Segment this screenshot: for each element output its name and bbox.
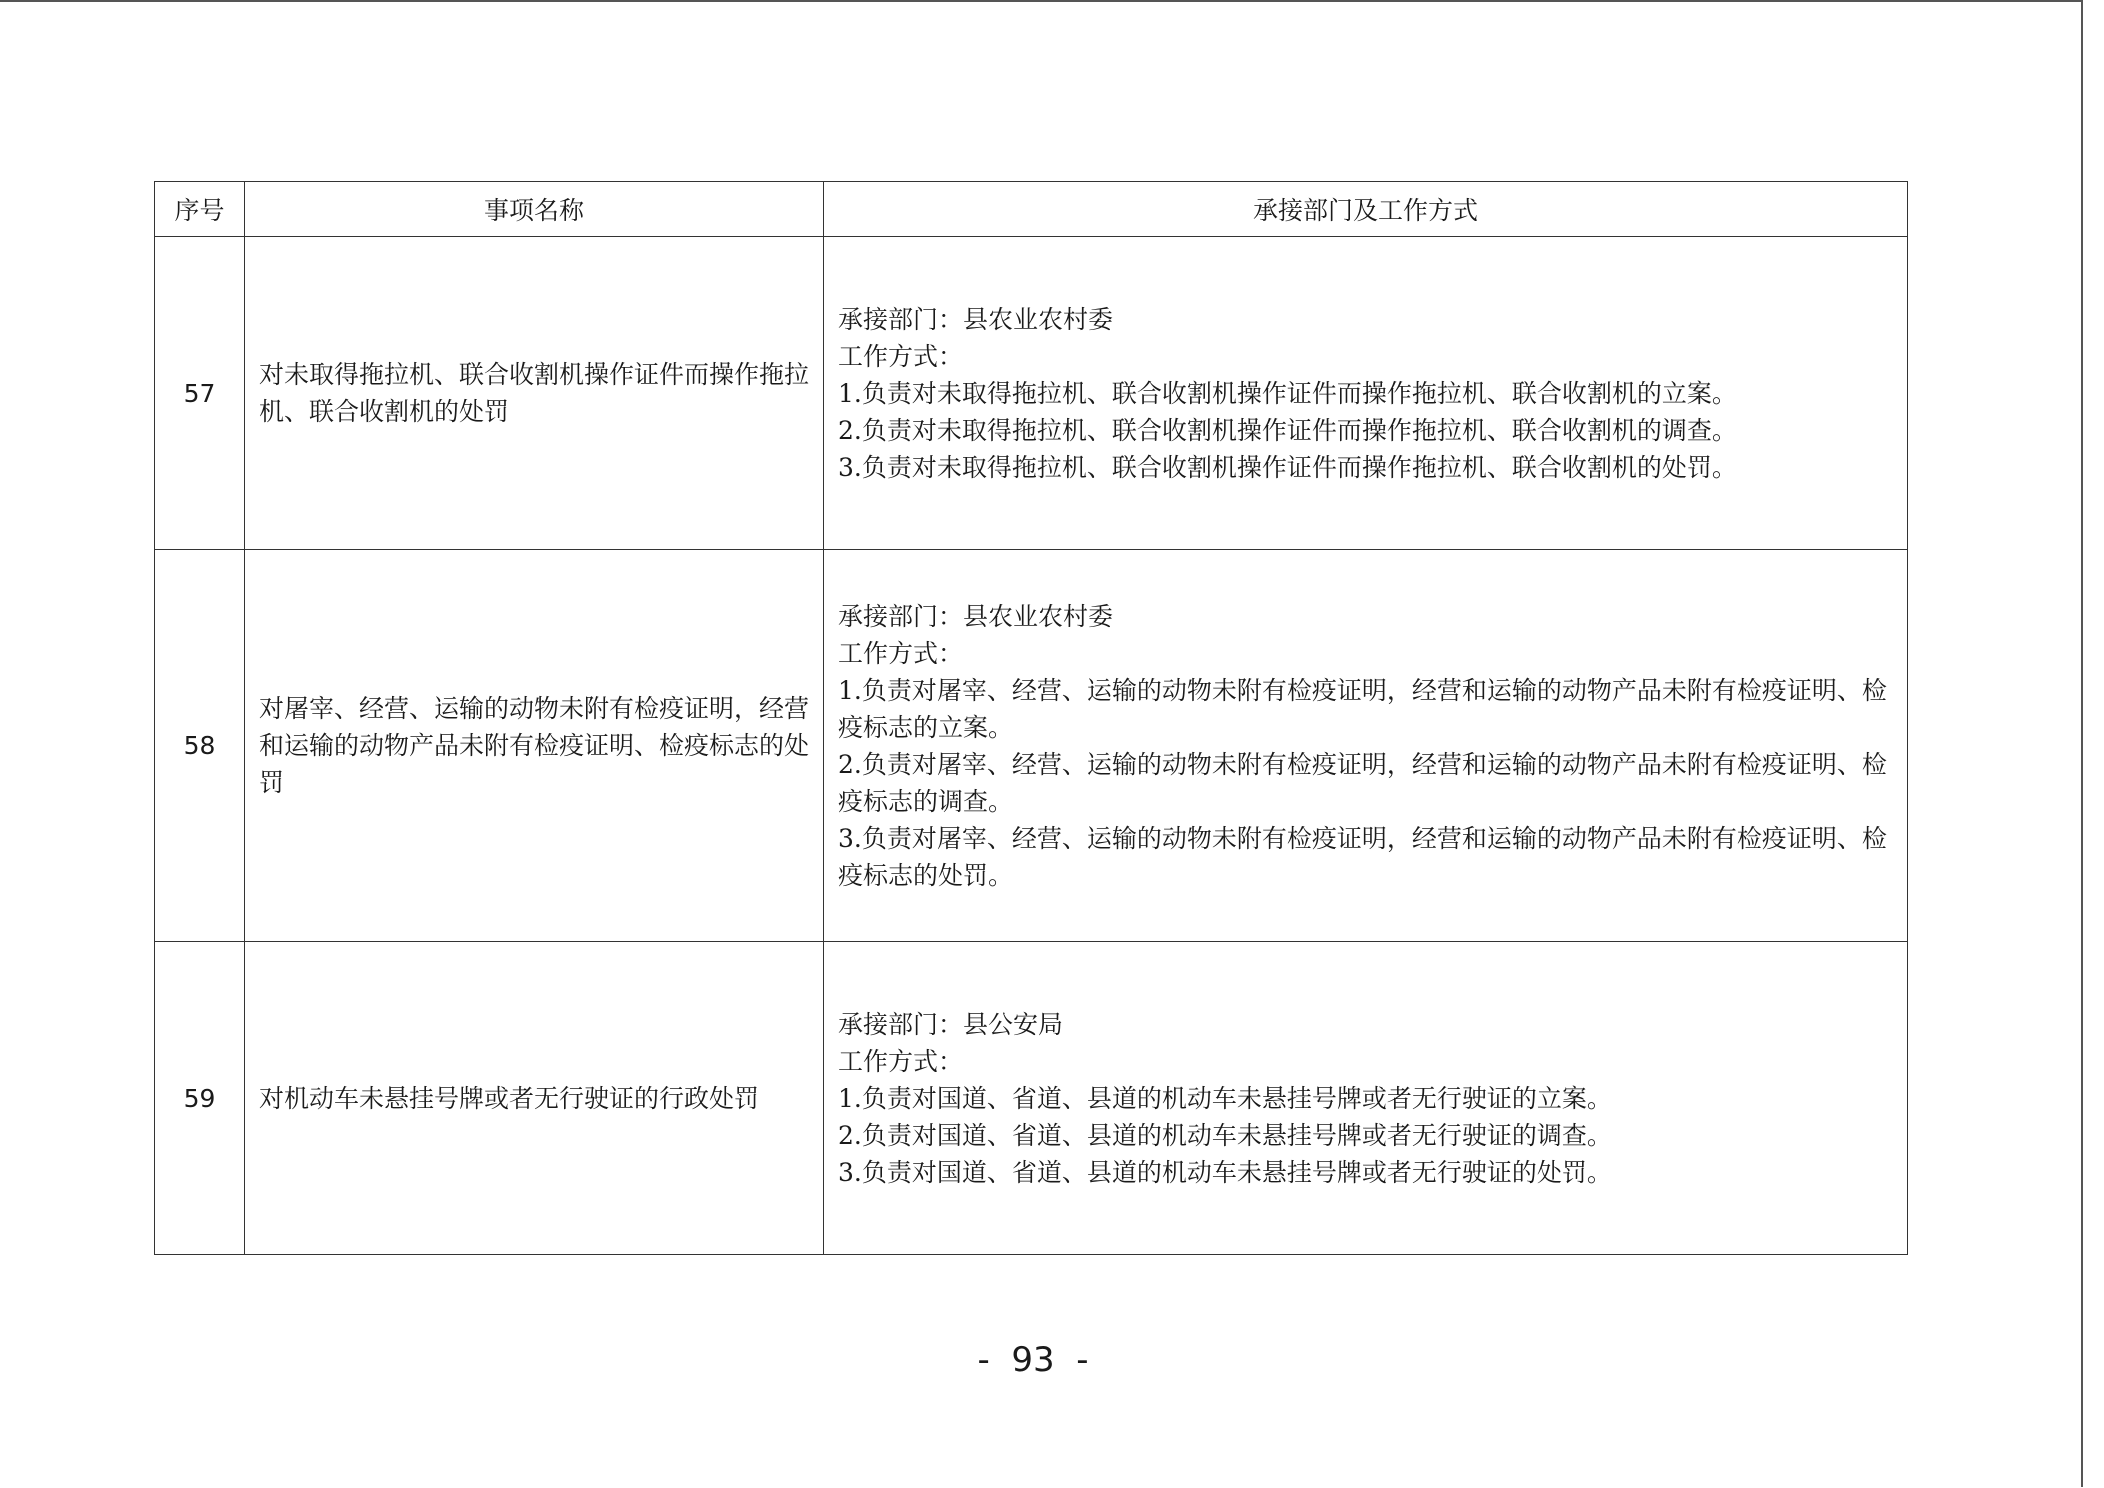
row-item-name: 对未取得拖拉机、联合收割机操作证件而操作拖拉机、联合收割机的处罚 [245,237,824,550]
page-number: - 93 - [977,1340,1089,1380]
row-index: 57 [155,237,245,550]
work-step: 3.负责对未取得拖拉机、联合收割机操作证件而操作拖拉机、联合收割机的处罚。 [838,452,1737,482]
row-dept-cell [824,237,1908,550]
work-step: 1.负责对国道、省道、县道的机动车未悬挂号牌或者无行驶证的立案。 [838,1083,1612,1113]
items-table [154,181,1908,1255]
row-item-name: 对机动车未悬挂号牌或者无行驶证的行政处罚 [245,942,824,1255]
work-step: 1.负责对未取得拖拉机、联合收割机操作证件而操作拖拉机、联合收割机的立案。 [838,378,1737,408]
row-dept-cell [824,942,1908,1255]
work-mode-label: 工作方式： [838,638,964,668]
dept-unit: 承接部门：县农业农村委 [838,601,1114,631]
work-step: 3.负责对屠宰、经营、运输的动物未附有检疫证明，经营和运输的动物产品未附有检疫证明、检疫标志的处罚。 [838,823,1887,890]
work-mode-label: 工作方式： [838,1046,964,1076]
work-step: 2.负责对未取得拖拉机、联合收割机操作证件而操作拖拉机、联合收割机的调查。 [838,415,1737,445]
work-step: 3.负责对国道、省道、县道的机动车未悬挂号牌或者无行驶证的处罚。 [838,1157,1612,1187]
table-row [155,942,1908,1255]
row-dept-cell [824,550,1908,942]
table-row [155,237,1908,550]
dept-unit: 承接部门：县公安局 [838,1009,1064,1039]
row-index: 59 [155,942,245,1255]
row-item-name: 对屠宰、经营、运输的动物未附有检疫证明，经营和运输的动物产品未附有检疫证明、检疫标志的处罚 [245,550,824,942]
dept-unit: 承接部门：县农业农村委 [838,304,1114,334]
row-index: 58 [155,550,245,942]
work-mode-label: 工作方式： [838,341,964,371]
work-step: 2.负责对屠宰、经营、运输的动物未附有检疫证明，经营和运输的动物产品未附有检疫证明、检疫标志的调查。 [838,749,1887,816]
table-row [155,550,1908,942]
header-index: 序号 [155,182,245,237]
work-step: 2.负责对国道、省道、县道的机动车未悬挂号牌或者无行驶证的调查。 [838,1120,1612,1150]
work-step: 1.负责对屠宰、经营、运输的动物未附有检疫证明，经营和运输的动物产品未附有检疫证明、检疫标志的立案。 [838,675,1887,742]
header-dept: 承接部门及工作方式 [824,182,1908,237]
table-header-row [155,182,1908,237]
header-name: 事项名称 [245,182,824,237]
